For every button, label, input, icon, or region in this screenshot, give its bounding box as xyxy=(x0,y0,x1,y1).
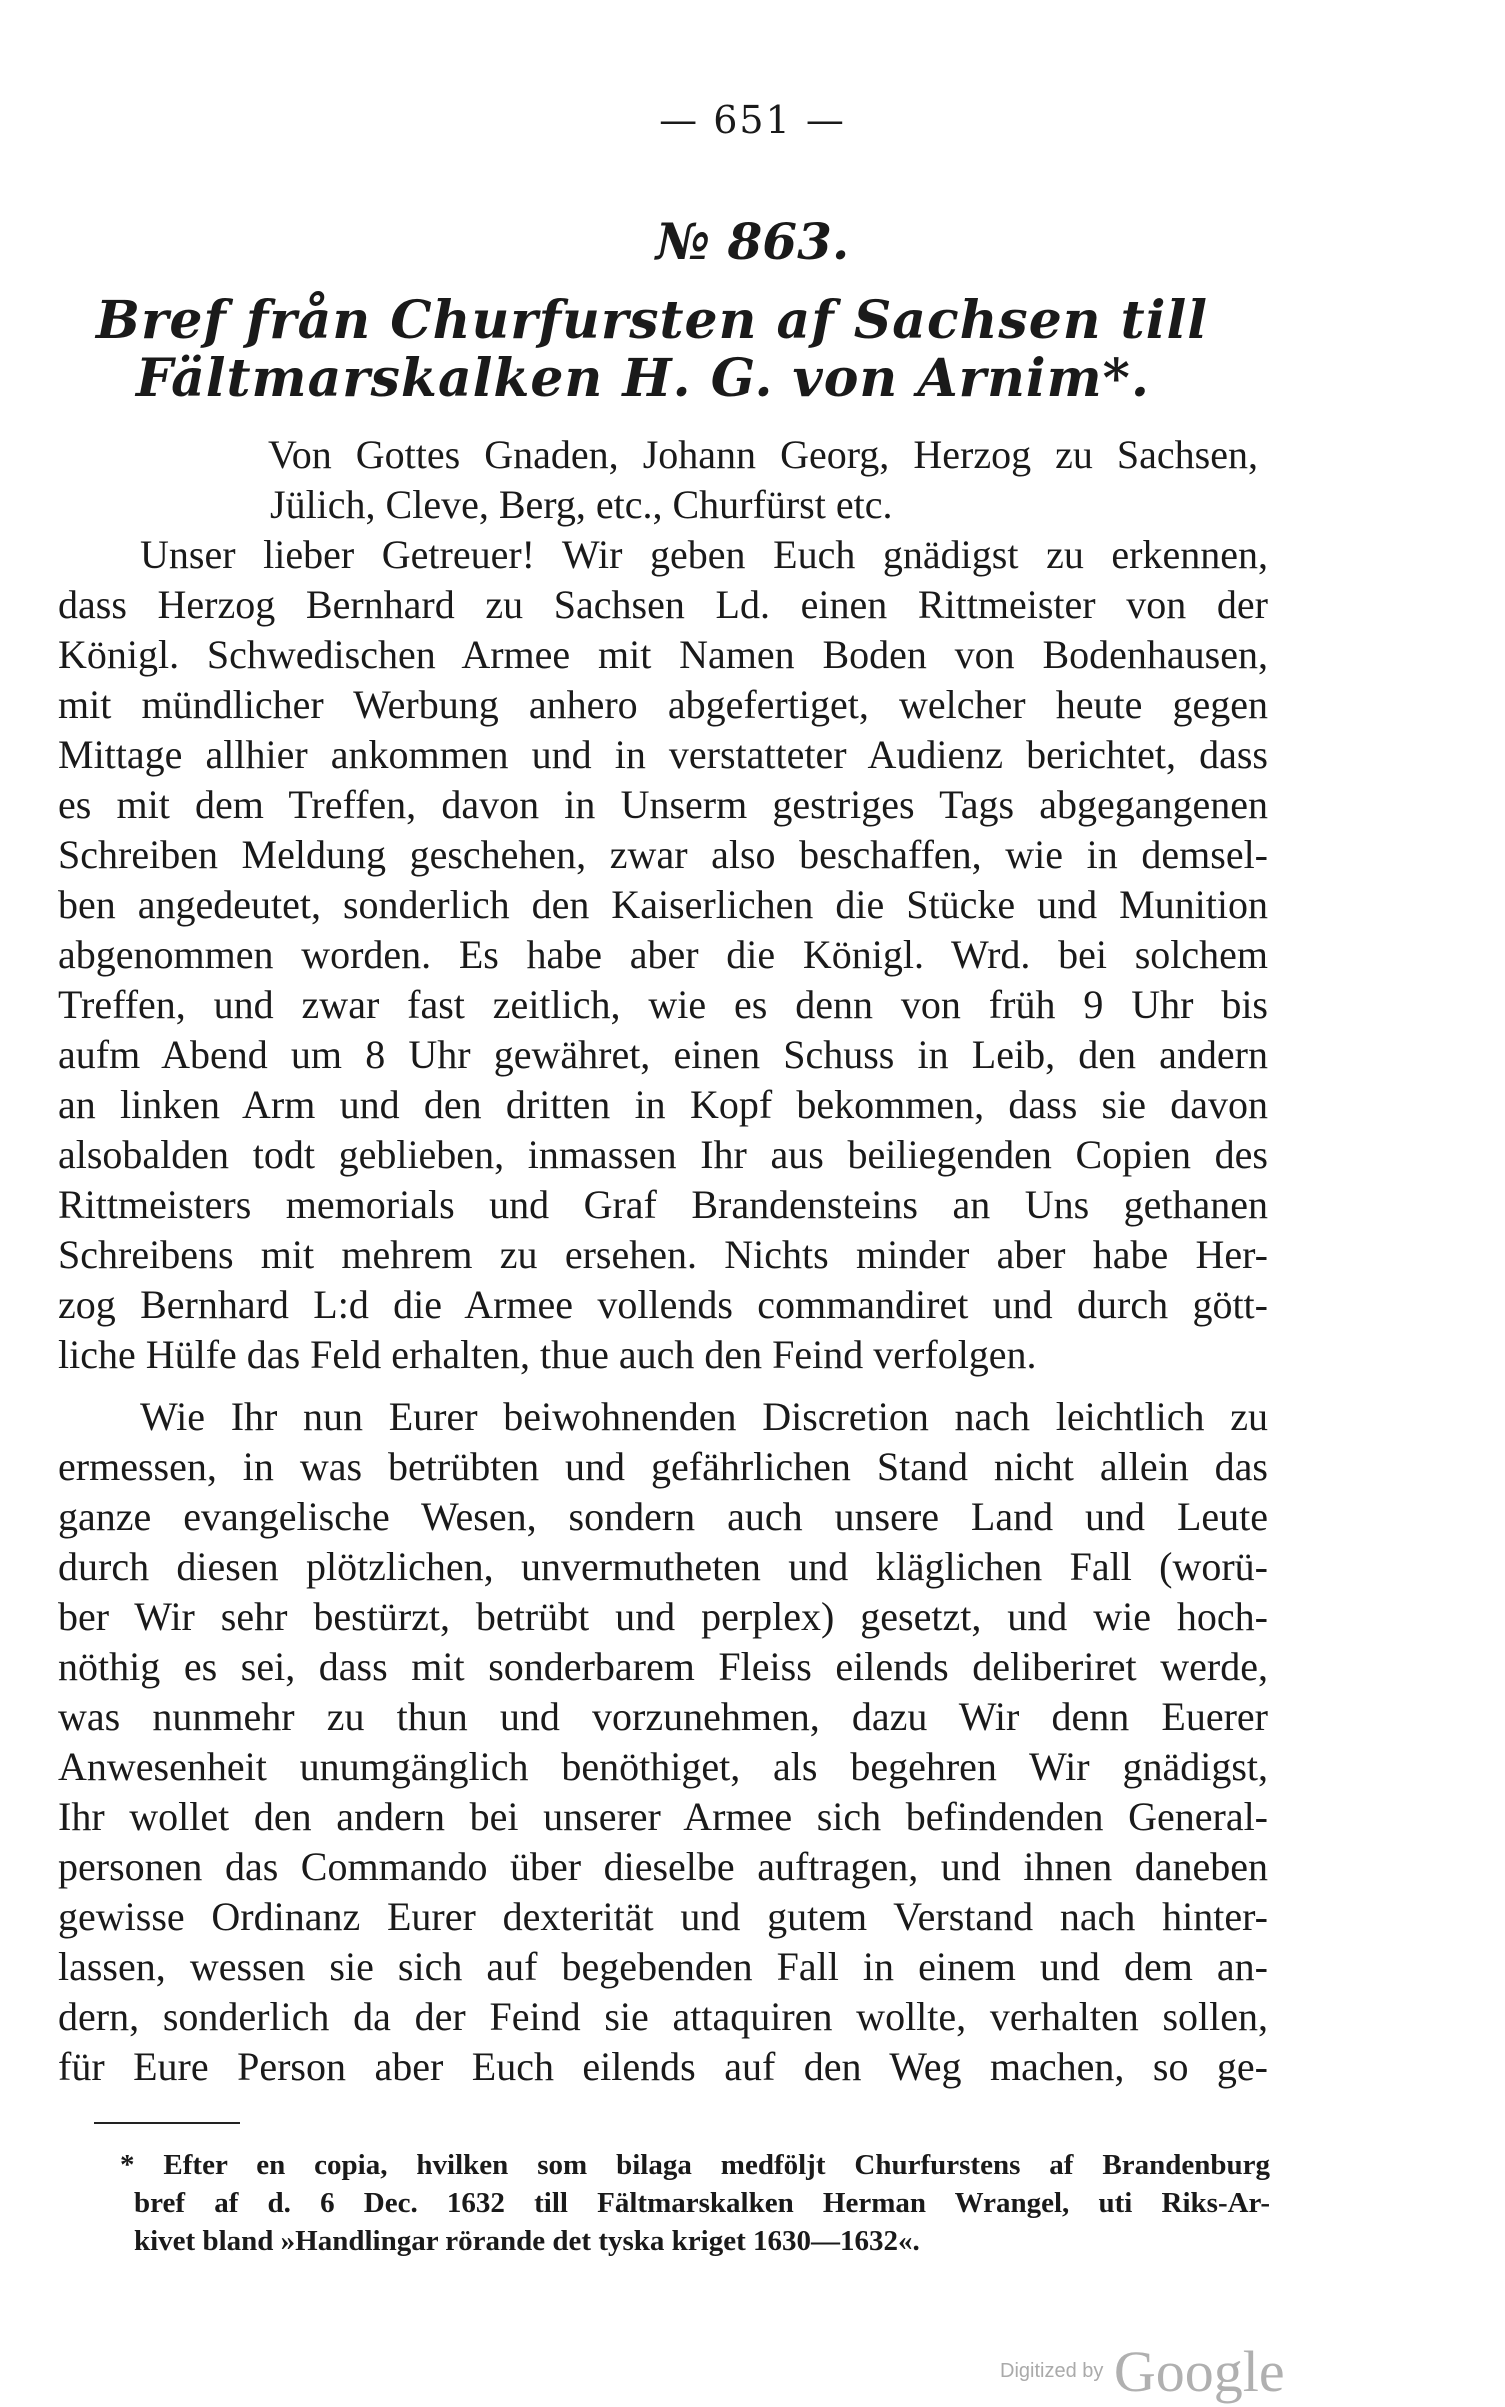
letter-line: Königl. Schwedischen Armee mit Namen Boden von Bodenhausen, xyxy=(58,632,1268,677)
letter-line: für Eure Person aber Euch eilends auf den Weg machen, so ge- xyxy=(58,2044,1268,2089)
letter-line: ganze evangelische Wesen, sondern auch unsere Land und Leute xyxy=(58,1494,1268,1539)
letter-line: an linken Arm und den dritten in Kopf bekommen, dass sie davon xyxy=(58,1082,1268,1127)
letter-line: liche Hülfe das Feld erhalten, thue auch den Feind verfolgen. xyxy=(58,1332,1037,1377)
letter-line: ermessen, in was betrübten und gefährlichen Stand nicht allein das xyxy=(58,1444,1268,1489)
letter-line: ben angedeutet, sonderlich den Kaiserlichen die Stücke und Munition xyxy=(58,882,1268,927)
letter-line: durch diesen plötzlichen, unvermutheten und kläglichen Fall (worü- xyxy=(58,1544,1268,1589)
letter-line: aufm Abend um 8 Uhr gewähret, einen Schuss in Leib, den andern xyxy=(58,1032,1268,1077)
letter-line: nöthig es sei, dass mit sonderbarem Fleiss eilends deliberiret werde, xyxy=(58,1644,1268,1689)
footnote-line: * Efter en copia, hvilken som bilaga medföljt Churfurstens af Brandenburg xyxy=(120,2149,1270,2181)
letter-line: Treffen, und zwar fast zeitlich, wie es denn von früh 9 Uhr bis xyxy=(58,982,1268,1027)
letter-line: Anwesenheit unumgänglich benöthiget, als begehren Wir gnädigst, xyxy=(58,1744,1268,1789)
heading-line: Fältmarskalken H. G. von Arnim*. xyxy=(136,348,1150,409)
letter-line: mit mündlicher Werbung anhero abgefertiget, welcher heute gegen xyxy=(58,682,1268,727)
footnote-line: kivet bland »Handlingar rörande det tyska kriget 1630—1632«. xyxy=(134,2225,920,2257)
footnote-rule xyxy=(94,2122,240,2124)
letter-line: Ihr wollet den andern bei unserer Armee sich befindenden General- xyxy=(58,1794,1268,1839)
letter-line: Rittmeisters memorials und Graf Brandensteins an Uns gethanen xyxy=(58,1182,1268,1227)
letter-line: Wie Ihr nun Eurer beiwohnenden Discretion nach leichtlich zu xyxy=(140,1394,1268,1439)
letter-line: Schreibens mit mehrem zu ersehen. Nichts minder aber habe Her- xyxy=(58,1232,1268,1277)
letter-line: Schreiben Meldung geschehen, zwar also beschaffen, wie in demsel- xyxy=(58,832,1268,877)
digitized-watermark xyxy=(1000,2338,1285,2405)
letter-line: dern, sonderlich da der Feind sie attaquiren wollte, verhalten sollen, xyxy=(58,1994,1268,2039)
document-number: № 863. xyxy=(655,212,850,271)
letter-line: ber Wir sehr bestürzt, betrübt und perplex) gesetzt, und wie hoch- xyxy=(58,1594,1268,1639)
letter-line: Von Gottes Gnaden, Johann Georg, Herzog zu Sachsen, xyxy=(268,432,1258,477)
letter-line: was nunmehr zu thun und vorzunehmen, dazu Wir denn Euerer xyxy=(58,1694,1268,1739)
letter-line: lassen, wessen sie sich auf begebenden Fall in einem und dem an- xyxy=(58,1944,1268,1989)
letter-line: personen das Commando über dieselbe auftragen, und ihnen daneben xyxy=(58,1844,1268,1889)
letter-line: dass Herzog Bernhard zu Sachsen Ld. einen Rittmeister von der xyxy=(58,582,1268,627)
google-logo: Google xyxy=(1113,2339,1285,2404)
footnote-line: bref af d. 6 Dec. 1632 till Fältmarskalken Herman Wrangel, uti Riks-Ar- xyxy=(134,2187,1270,2219)
letter-line: gewisse Ordinanz Eurer dexterität und gutem Verstand nach hinter- xyxy=(58,1894,1268,1939)
heading-line: Bref från Churfursten af Sachsen till xyxy=(96,290,1208,351)
letter-line: zog Bernhard L:d die Armee vollends commandiret und durch gött- xyxy=(58,1282,1268,1327)
letter-line: Unser lieber Getreuer! Wir geben Euch gnädigst zu erkennen, xyxy=(140,532,1268,577)
letter-line: es mit dem Treffen, davon in Unserm gestriges Tags abgegangenen xyxy=(58,782,1268,827)
letter-line: alsobalden todt geblieben, inmassen Ihr aus beiliegenden Copien des xyxy=(58,1132,1268,1177)
letter-line: abgenommen worden. Es habe aber die Königl. Wrd. bei solchem xyxy=(58,932,1268,977)
watermark-prefix: Digitized by xyxy=(1000,2360,1104,2382)
letter-line: Mittage allhier ankommen und in verstatteter Audienz berichtet, dass xyxy=(58,732,1268,777)
page-number: — 651 — xyxy=(659,98,846,142)
letter-line: Jülich, Cleve, Berg, etc., Churfürst etc. xyxy=(270,482,893,527)
